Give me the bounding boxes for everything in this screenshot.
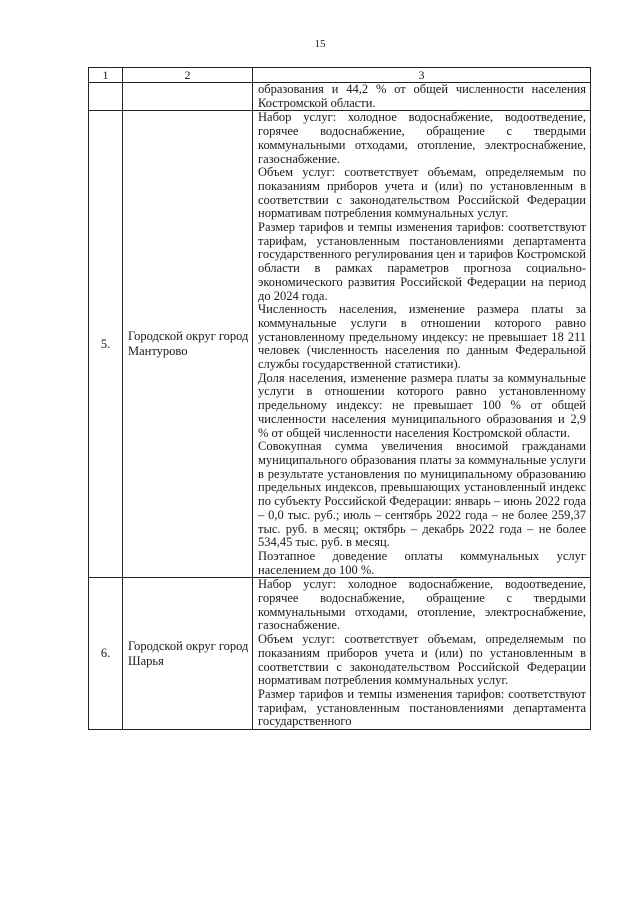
row-number: 6. xyxy=(89,578,123,730)
paragraph: Доля населения, изменение размера платы за коммунальные услуги в отношении которого равно установленному предельному индексу: не превышает 100 % от общей численности населения муниципального образования и 2,9 % от общей численности населения Костромской области. xyxy=(258,370,586,440)
municipality-name: Городской округ город Шарья xyxy=(123,578,253,730)
paragraph: Совокупная сумма увеличения вносимой гражданами муниципального образования платы за коммунальные услуги в результате установления по муниципальному образованию предельных индексов, превышающих установленный индекс по субъекту Российской Федерации: январь – июнь 2022 года – 0,0 тыс. руб.; июль – сентябрь 2022 года – не более 259,37 тыс. руб. в месяц; октябрь – декабрь 2022 года – не более 534,45 тыс. руб. в месяц. xyxy=(258,439,586,550)
header-cell-3: 3 xyxy=(253,68,591,83)
municipality-name: Городской округ город Мантурово xyxy=(123,111,253,578)
table-row xyxy=(89,578,591,730)
row-content xyxy=(253,83,591,111)
municipal-table xyxy=(88,67,591,730)
row-content xyxy=(253,578,591,730)
row-number xyxy=(89,83,123,111)
page-number: 15 xyxy=(314,38,326,50)
header-cell-1: 1 xyxy=(89,68,123,83)
paragraph: Набор услуг: холодное водоснабжение, водоотведение, горячее водоснабжение, обращение с твердыми коммунальными отходами, отопление, электроснабжение, газоснабжение. xyxy=(258,577,586,633)
row-number: 5. xyxy=(89,111,123,578)
table-row xyxy=(89,83,591,111)
paragraph: Поэтапное доведение оплаты коммунальных услуг населением до 100 %. xyxy=(258,548,586,577)
row-content xyxy=(253,111,591,578)
paragraph: Численность населения, изменение размера платы за коммунальные услуги в отношении которого равно установленному предельному индексу: не превышает 18 211 человек (численность населения по данным Федеральной службы государственной статистики). xyxy=(258,302,586,372)
paragraph: Объем услуг: соответствует объемам, определяемым по показаниям приборов учета и (или) по установленным в соответствии с законодательством Российской Федерации нормативам потребления коммунальных услуг. xyxy=(258,165,586,221)
table-header-row xyxy=(89,68,591,83)
header-cell-2: 2 xyxy=(123,68,253,83)
table-row xyxy=(89,111,591,578)
paragraph: Объем услуг: соответствует объемам, определяемым по показаниям приборов учета и (или) по установленным в соответствии с законодательством Российской Федерации нормативам потребления коммунальных услуг. xyxy=(258,632,586,688)
paragraph: Размер тарифов и темпы изменения тарифов: соответствуют тарифам, установленным постановлениями департамента государственного регулирования цен и тарифов Костромской области в рамках параметров прогноза социально-экономического развития Российской Федерации на период до 2024 года. xyxy=(258,220,586,303)
paragraph: Размер тарифов и темпы изменения тарифов: соответствуют тарифам, установленным постановлениями департамента государственного xyxy=(258,686,586,729)
paragraph: образования и 44,2 % от общей численности населения Костромской области. xyxy=(258,82,586,110)
municipality-name xyxy=(123,83,253,111)
paragraph: Набор услуг: холодное водоснабжение, водоотведение, горячее водоснабжение, обращение с твердыми коммунальными отходами, отопление, электроснабжение, газоснабжение. xyxy=(258,110,586,166)
